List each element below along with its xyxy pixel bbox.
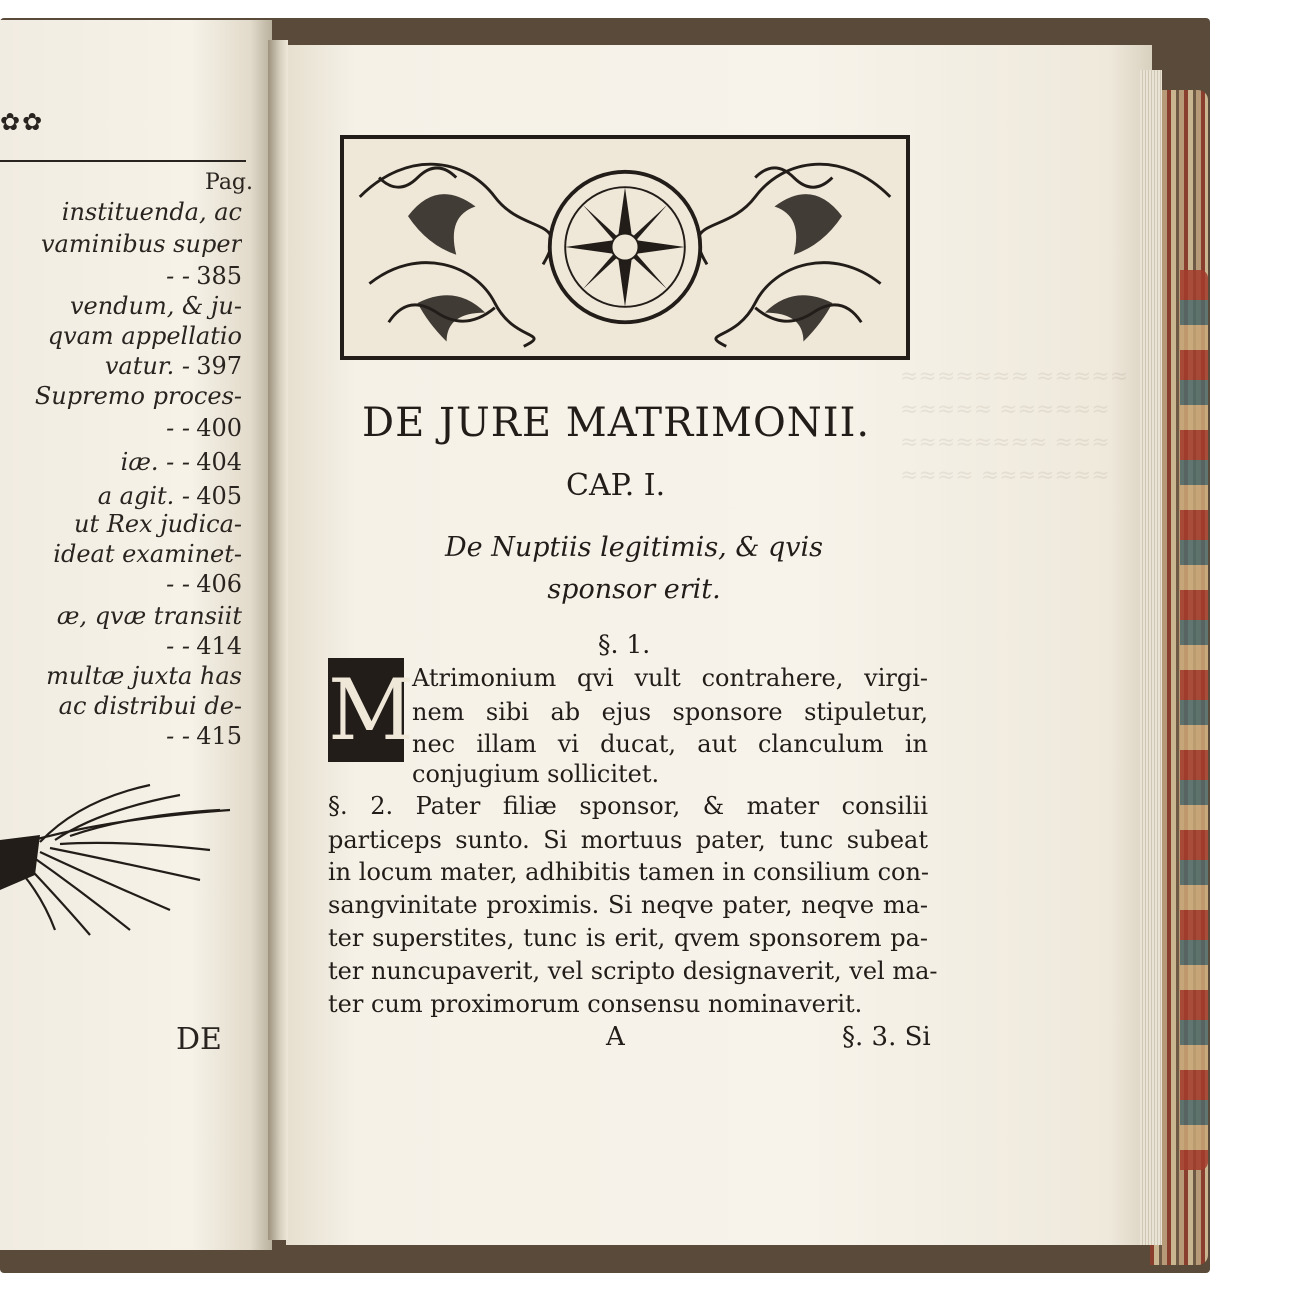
chapter-subtitle (414, 527, 854, 611)
toc-entry-text: vatur. - (104, 352, 190, 380)
toc-entry-page: 415 (196, 722, 242, 750)
toc-entry-text: instituenda, ac (61, 198, 242, 226)
toc-entry (0, 632, 242, 664)
toc-entry (0, 540, 242, 572)
body-line: in locum mater, adhibitis tamen in consilium con- (328, 858, 930, 886)
toc-pag-label: Pag. (205, 170, 254, 195)
toc-entry-page: 405 (196, 482, 242, 510)
body-line: sangvinitate proximis. Si neqve pater, neqve ma- (328, 891, 928, 919)
toc-entry-text: ut Rex judica- (74, 510, 242, 538)
toc-rule (0, 160, 246, 162)
subtitle-line: sponsor erit. (547, 574, 721, 605)
toc-entry (0, 448, 242, 480)
toc-entry (0, 322, 242, 354)
toc-entry-text: - - (166, 632, 190, 660)
toc-entry-page: 414 (196, 632, 242, 660)
chapter-number: CAP. I. (566, 468, 666, 503)
toc-entry (0, 262, 242, 294)
toc-entry (0, 382, 242, 414)
toc-entry-text: vendum, & ju- (69, 292, 242, 320)
body-line: conjugium sollicitet. (412, 760, 660, 788)
toc-entry (0, 602, 242, 634)
toc-entry-text: ac distribui de- (58, 692, 242, 720)
body-line: ter nuncupaverit, vel scripto designaverit, vel ma- (328, 957, 938, 985)
toc-entry-page: 400 (196, 414, 242, 442)
toc-entry (0, 414, 242, 446)
toc-entry (0, 230, 242, 262)
toc-entry-page: 385 (196, 262, 242, 290)
body-line: ter cum proximorum consensu nominaverit. (328, 990, 863, 1018)
toc-entry-text: - - (166, 262, 190, 290)
page-stack-edge (1140, 70, 1162, 1245)
body-line: ter superstites, tunc is erit, qvem sponsorem pa- (328, 924, 928, 952)
toc-entry-text: multæ juxta has (46, 662, 242, 690)
toc-entry-page: 397 (196, 352, 242, 380)
body-line: Atrimonium qvi vult contrahere, virgi- (412, 664, 928, 692)
toc-entry (0, 662, 242, 694)
show-through-text: ≈≈≈≈≈≈≈ ≈≈≈≈≈ ≈≈≈≈≈ ≈≈≈≈≈≈ ≈≈≈≈≈≈≈≈ ≈≈≈ ≈≈≈≈ ≈≈≈≈≈≈≈ (900, 364, 1129, 488)
left-catchword: DE (176, 1022, 222, 1057)
toc-entry (0, 722, 242, 754)
toc-entry-page: 404 (196, 448, 242, 476)
body-line: nec illam vi ducat, aut clanculum in (412, 730, 928, 758)
signature-mark: A (606, 1022, 625, 1052)
toc-entry-text: - - (166, 570, 190, 598)
book-gutter (268, 40, 288, 1240)
toc-ornament: ✿✿ (0, 108, 45, 136)
toc-entry (0, 510, 242, 542)
toc-entry-text: - - (166, 414, 190, 442)
toc-entry-text: æ, qvæ transiit (56, 602, 242, 630)
toc-entry (0, 292, 242, 324)
toc-entry-text: a agit. - (97, 482, 190, 510)
body-line: particeps sunto. Si mortuus pater, tunc subeat (328, 826, 928, 854)
toc-entry-text: vaminibus super (40, 230, 242, 258)
toc-entry (0, 352, 242, 384)
palm-frond-ornament (0, 780, 240, 940)
toc-entry-text: - - (166, 722, 190, 750)
woodcut-headpiece (340, 135, 910, 360)
toc-entry-text: qvam appellatio (47, 322, 242, 350)
toc-entry-page: 406 (196, 570, 242, 598)
body-line: nem sibi ab ejus sponsore stipuletur, (412, 698, 928, 726)
subtitle-line: De Nuptiis legitimis, & qvis (445, 532, 823, 563)
toc-entry-text: Supremo proces- (34, 382, 242, 410)
toc-entry-text: iæ. - - (120, 448, 190, 476)
body-line: §. 2. Pater filiæ sponsor, & mater consilii (328, 792, 928, 820)
toc-entry (0, 198, 242, 230)
toc-entry-text: ideat examinet- (53, 540, 242, 568)
section-heading: §. 1. (598, 630, 651, 659)
toc-entry (0, 570, 242, 602)
right-catchword: §. 3. Si (842, 1022, 931, 1052)
toc-entry (0, 692, 242, 724)
chapter-title: DE JURE MATRIMONII. (362, 400, 871, 446)
drop-cap: M (328, 658, 404, 762)
